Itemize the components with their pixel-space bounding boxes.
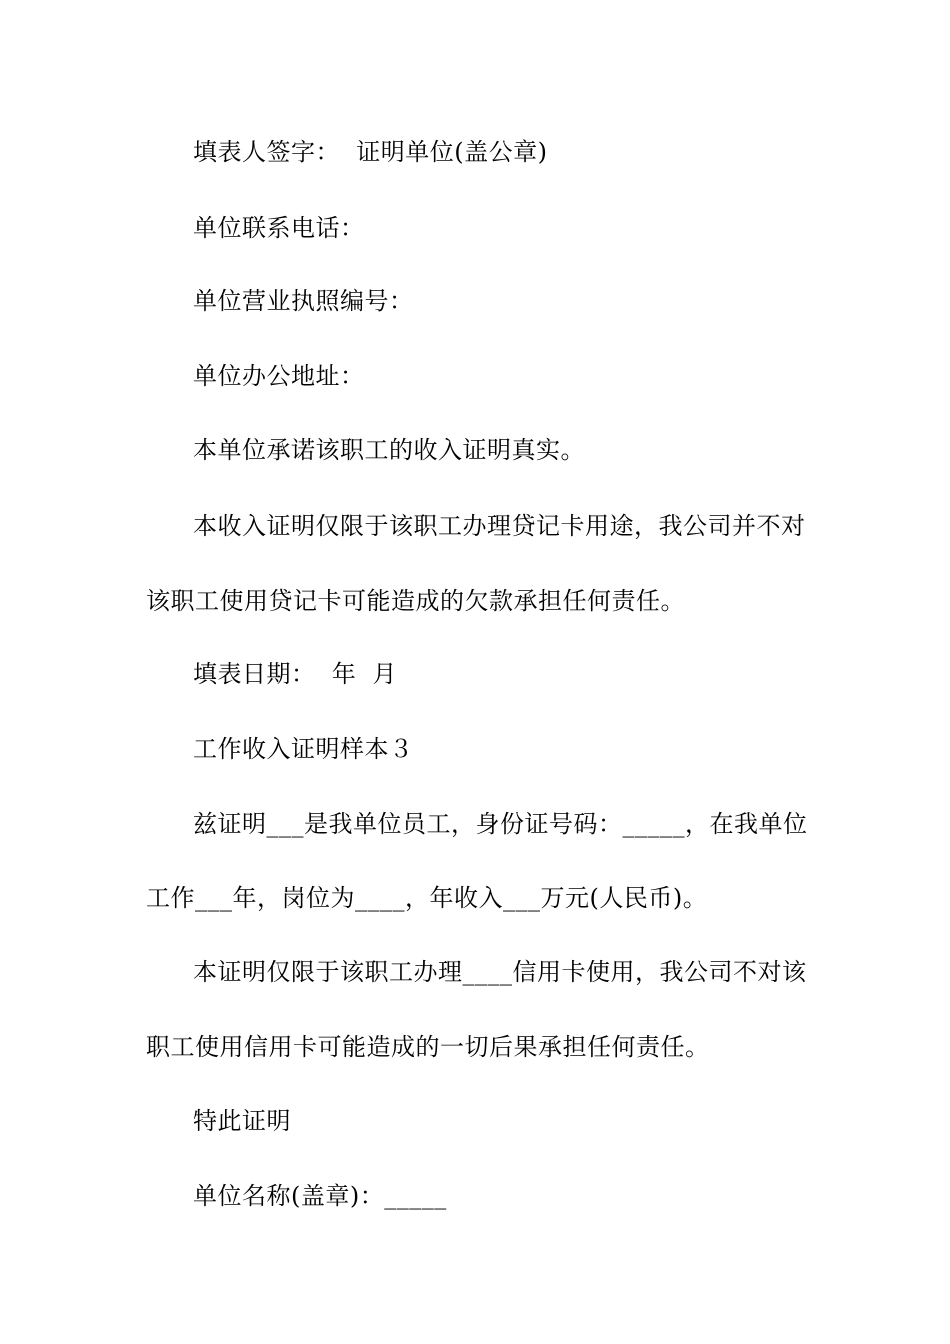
date-line: 填表日期： 年 月 <box>193 660 398 688</box>
license-line: 单位营业执照编号： <box>193 287 414 315</box>
usage-paragraph-line-1: 本收入证明仅限于该职工办理贷记卡用途，我公司并不对 <box>193 512 806 540</box>
limitation-paragraph-line-2: 职工使用信用卡可能造成的一切后果承担任何责任。 <box>146 1033 710 1061</box>
limitation-paragraph-line-1: 本证明仅限于该职工办理____信用卡使用，我公司不对该 <box>193 958 807 986</box>
sample-heading: 工作收入证明样本３ <box>193 735 414 763</box>
company-name-line: 单位名称(盖章)：_____ <box>193 1182 447 1210</box>
usage-paragraph-line-2: 该职工使用贷记卡可能造成的欠款承担任何责任。 <box>146 587 685 615</box>
certify-paragraph-line-2: 工作___年，岗位为____，年收入___万元(人民币)。 <box>146 884 708 912</box>
commitment-line: 本单位承诺该职工的收入证明真实。 <box>193 436 585 464</box>
certify-paragraph-line-1: 兹证明___是我单位员工，身份证号码：_____，在我单位 <box>193 810 808 838</box>
hereby-certify-line: 特此证明 <box>193 1107 291 1135</box>
phone-line: 单位联系电话： <box>193 214 365 242</box>
address-line: 单位办公地址： <box>193 362 365 390</box>
signer-line: 填表人签字： 证明单位(盖公章) <box>193 138 548 166</box>
